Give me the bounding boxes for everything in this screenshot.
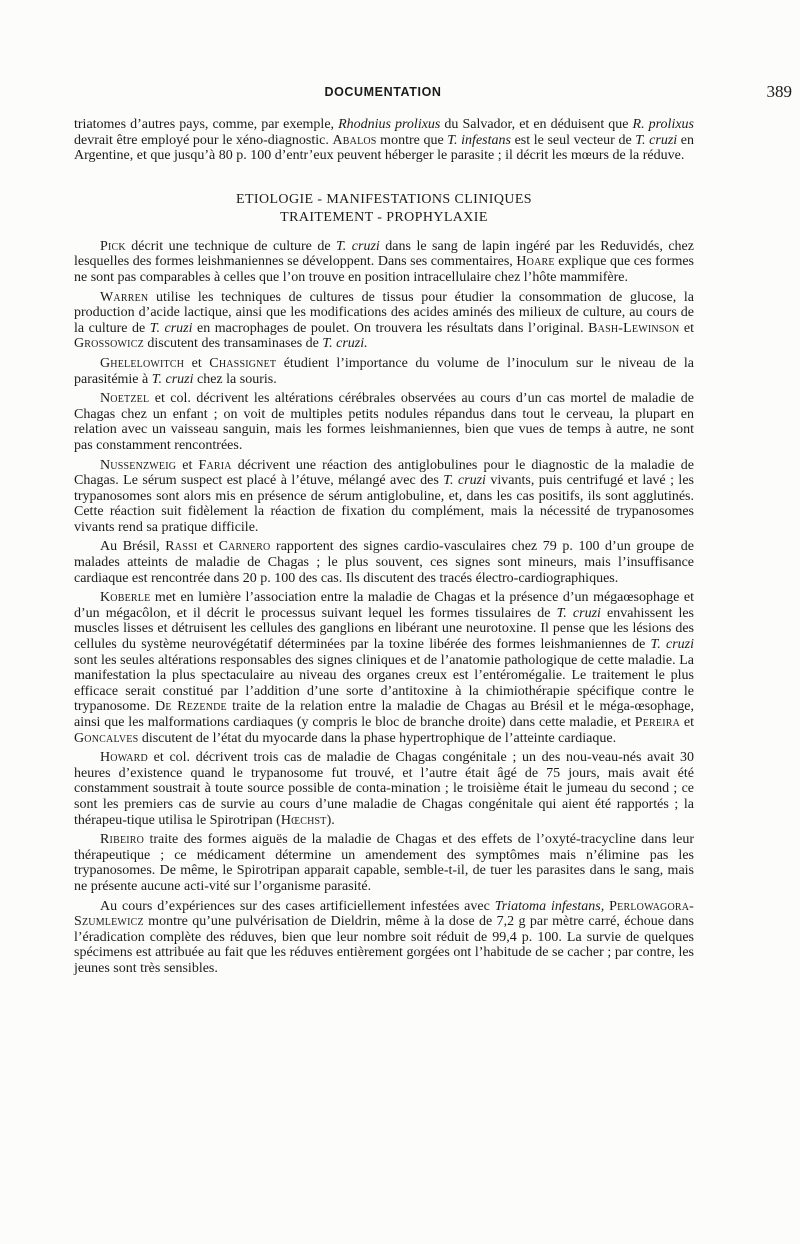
author-name: Goncalves xyxy=(74,730,139,746)
text-run: sont les seules altérations responsables des signes cliniques et de l’anatomie pathologique de cette maladie. La manifestation la plus spectaculaire au niveau des organes creux est l’entéromégalie. Le traitement le plus efficace serait constitué par l’addition d’une sorte d’antitoxine à la chimiothérapie spécifique contre le trypanosome. xyxy=(74,652,694,715)
text-run: discutent de l’état du myocarde dans la phase hypertrophique de l’atteinte cardiaque. xyxy=(138,730,617,746)
italic-term: T. cruzi xyxy=(635,132,678,148)
text-run: devrait être employé pour le xéno-diagnostic. xyxy=(74,132,333,148)
text-run: et xyxy=(176,457,199,473)
author-name: Nussenzweig xyxy=(100,457,177,473)
author-name: Pick xyxy=(100,238,126,254)
text-run: et xyxy=(680,715,694,730)
text-run: traite des formes aiguës de la maladie de Chagas et des effets de l’oxyté-tracycline dans leur thérapeutique ; ce médicament détermine un amendement des symptômes mais n’élimine pas les trypanosomes. De même, le Spirotripan apparait capable, semble-t-il, de tuer les parasites dans le sang, mais ne présente aucune acti-vité sur l’organisme parasité. xyxy=(74,832,694,894)
text-run: dans le sang de lapin ingéré par les Reduvidés, chez lesquelles des formes leishmaniennes se développent. Dans ses commentaires, xyxy=(74,238,694,270)
italic-term: T. cruzi xyxy=(650,637,694,653)
text-run: chez la souris. xyxy=(193,371,277,387)
text-run: et col. décrivent trois cas de maladie de Chagas congénitale ; un des nou-veau-nés avait 30 heures d’existence quand le trypanosome fut trouvé, et l’autre était âgé de 75 jours, mais avait été constamment soustrait à toute source possible de conta-mination ; le troisième était le jumeau du second ; ce sont les premiers cas de survie au cours d’une maladie de Chagas congénitale qui aient été rapportés ; la thérapeu-tique utilisa le Spirotripan ( xyxy=(74,750,694,828)
author-name: Rassi xyxy=(165,539,198,555)
author-name: Noetzel xyxy=(100,391,150,407)
author-name: Howard xyxy=(100,750,148,766)
paragraph xyxy=(74,356,694,387)
italic-term: T. cruzi. xyxy=(322,336,368,352)
italic-term: T. cruzi xyxy=(443,473,486,489)
paragraph xyxy=(74,832,694,894)
text-run: traite de la relation entre la maladie de Chagas au Brésil et le méga-œsophage, ainsi que les malformations cardiaques (y compris le bloc de branche droite) dans cette maladie, et xyxy=(74,699,694,730)
paragraph xyxy=(74,458,694,536)
author-name: Koberle xyxy=(100,590,151,606)
author-name: Grossowicz xyxy=(74,336,144,352)
section-heading xyxy=(74,191,694,227)
text-run: Au cours d’expériences sur des cases artificiellement infestées avec xyxy=(100,898,495,914)
paragraph xyxy=(74,117,694,164)
text-run: en macrophages de poulet. On trouvera les résultats dans l’original. xyxy=(192,320,589,336)
italic-term: T. cruzi xyxy=(151,371,194,387)
author-name: Perlowagora-Szumlewicz xyxy=(74,898,695,930)
section-heading-line: TRAITEMENT - PROPHYLAXIE xyxy=(280,209,488,225)
text-run: triatomes d’autres pays, comme, par exemple, xyxy=(74,117,339,132)
text-run: en Argentine, et que jusqu’à 80 p. 100 d’entr’eux peuvent héberger le parasite ; il décrit les mœurs de la réduve. xyxy=(74,132,695,164)
author-name: Hœchst xyxy=(280,812,327,828)
text-run: montre qu’une pulvérisation de Dieldrin, même à la dose de 7,2 g par mètre carré, échoue dans l’éradication complète des réduves, bien que leur nombre soit réduit de 99,4 p. 100. La survie de quelques spécimens est attribuée au fait que les réduves entièrement gorgées ont l’habitude de se cacher ; par contre, les jeunes sont très sensibles. xyxy=(74,914,694,976)
author-name: Abalos xyxy=(332,132,377,148)
text-run: décrivent une réaction des antiglobulines pour le diagnostic de la maladie de Chagas. Le sérum suspect est placé à l’étuve, mélangé avec des xyxy=(74,457,694,489)
text-run: et xyxy=(184,355,210,371)
body-text xyxy=(74,117,694,977)
italic-term: Triatoma infestans, xyxy=(494,898,605,914)
text-run: explique que ces formes ne sont pas comparables à celles que l’on trouve en position intracellulaire chez l’hôte mammifère. xyxy=(74,254,694,285)
running-title: DOCUMENTATION xyxy=(324,85,442,99)
text-run: rapportent des signes cardio-vasculaires chez 79 p. 100 d’un groupe de malades atteints de maladie de Chagas ; le plus souvent, ces signes sont mineurs, mais l’insuffisance cardiaque est rencontrée dans 20 p. 100 des cas. Ils discutent des tracés électro-cardiographiques. xyxy=(74,539,694,586)
paragraph xyxy=(74,391,694,453)
text-run: vivants, puis centrifugé et lavé ; les trypanosomes sont alors mis en présence de sérum antiglobuline, et, dans les cas positifs, ils sont agglutinés. Cette réaction suit fidèlement la réaction de fixation du complément, mais la nécessité de trypanosomes vivants rend sa pratique difficile. xyxy=(74,473,694,535)
italic-term: Rhodnius prolixus xyxy=(338,117,441,132)
text-run: et col. décrivent les altérations cérébrales observées au cours d’un cas mortel de maladie de Chagas chez un enfant ; on voit de multiples petits nodules répandus dans tout le cerveau, la plupart en relation avec un vaisseau sanguin, mais les formes leishmaniennes, bien que vues de temps à autre, ne sont pas constamment rencontrées. xyxy=(74,391,694,453)
author-name: Chassignet xyxy=(209,355,277,371)
italic-term: T. cruzi xyxy=(336,238,380,254)
italic-term: T. cruzi xyxy=(556,605,601,621)
page-number: 389 xyxy=(766,82,792,101)
paragraph xyxy=(74,899,694,977)
text-run: et xyxy=(679,320,695,336)
author-name: Faria xyxy=(198,457,232,473)
italic-term: T. cruzi xyxy=(149,320,193,336)
italic-term: T. infestans xyxy=(447,132,511,148)
text-run: du Salvador, et en déduisent que xyxy=(440,117,633,132)
italic-term: R. prolixus xyxy=(632,117,694,132)
paragraph xyxy=(74,239,694,286)
text-run: discutent des transaminases de xyxy=(143,336,323,352)
text-run: envahissent les muscles lisses et détruisent les cellules des ganglions en libérant une neurotoxine. Il pense que les lésions des cellules du système neurovégétatif déterminées par la toxine libérée des formes leishmaniennes de xyxy=(74,605,695,653)
author-name: De Rezende xyxy=(155,699,227,715)
text-run: est le seul vecteur de xyxy=(510,132,636,148)
text-run: montre que xyxy=(376,132,448,148)
author-name: Pereira xyxy=(634,715,681,730)
text-run: étudient l’importance du volume de l’inoculum sur le niveau de la parasitémie à xyxy=(74,355,694,387)
text-run: Au Brésil, xyxy=(100,539,166,555)
paragraph xyxy=(74,750,694,828)
text-run: ). xyxy=(326,812,335,828)
author-name: Bash-Lewinson xyxy=(588,320,680,336)
author-name: Ribeiro xyxy=(100,832,145,848)
author-name: Warren xyxy=(100,289,149,305)
text-run: utilise les techniques de cultures de tissus pour étudier la consommation de glucose, la production d’acide lactique, ainsi que les modifications des acides aminés des milieux de culture, au cours de la culture de xyxy=(74,289,694,336)
author-name: Carnero xyxy=(218,539,271,555)
running-header xyxy=(0,82,800,102)
author-name: Hoare xyxy=(516,254,555,270)
section-heading-line: ETIOLOGIE - MANIFESTATIONS CLINIQUES xyxy=(236,191,532,207)
author-name: Ghelelowitch xyxy=(100,355,185,371)
paragraph xyxy=(74,290,694,352)
text-run: et xyxy=(197,539,219,555)
text-run: décrit une technique de culture de xyxy=(125,238,337,254)
paragraph xyxy=(74,539,694,586)
paragraph xyxy=(74,590,694,746)
text-run: met en lumière l’association entre la maladie de Chagas et la présence d’un mégaœsophage et d’un mégacôlon, et il décrit le processus suivant lequel les formes tissulaires de xyxy=(74,590,694,621)
